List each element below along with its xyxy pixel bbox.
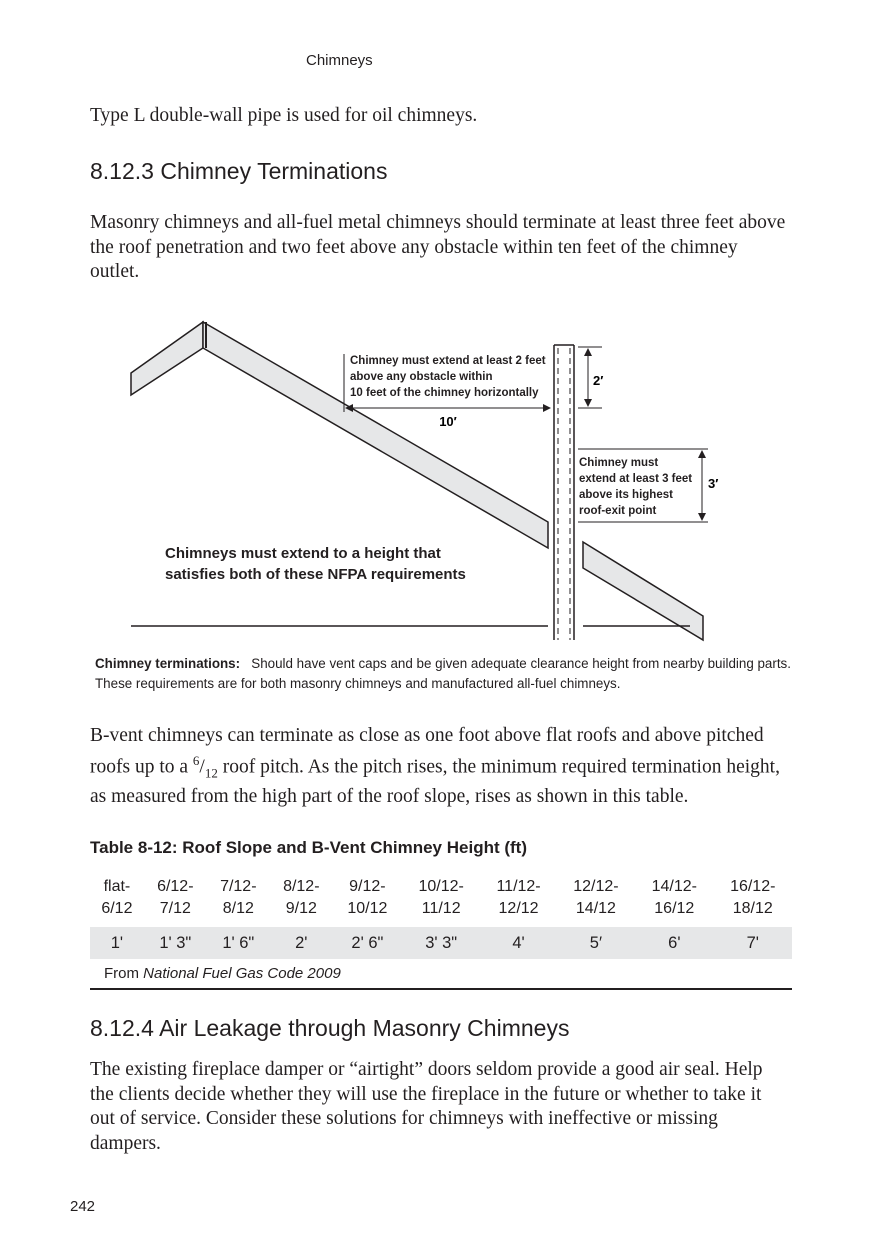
left-roof-slope xyxy=(131,322,203,395)
pitch-fraction-slash: / xyxy=(199,756,205,777)
three-foot-label: 3′ xyxy=(708,476,719,491)
figure-caption xyxy=(95,654,815,694)
page-number: 242 xyxy=(70,1198,96,1215)
slope-header-cell: 7/12- 8/12 xyxy=(220,878,257,917)
height-cell: 2' 6" xyxy=(333,927,402,959)
slope-header-cell: 8/12- 9/12 xyxy=(283,878,320,917)
running-head: Chimneys xyxy=(306,52,373,69)
caption-label: Chimney terminations: xyxy=(95,656,241,671)
caption-text: Should have vent caps and be given adequate clearance height from nearby building parts. These requirements are for both masonry chimneys and manufactured all-fuel chimneys. xyxy=(95,656,791,691)
section-heading-air-leakage: 8.12.4 Air Leakage through Masonry Chimneys xyxy=(90,1015,570,1041)
top-note-line-2: above any obstacle within xyxy=(350,371,493,383)
b-vent-paragraph-part2: roof pitch. As the pitch rises, the minimum required termination height, as measured from the high part of the roof slope, rises as shown in this table. xyxy=(90,756,780,808)
height-row xyxy=(90,927,792,959)
chimney-terminations-paragraph: Masonry chimneys and all-fuel metal chimneys should terminate at least three feet above the roof penetration and two feet above any obstacle within ten feet of the chimney outlet. xyxy=(90,212,786,282)
side-note-line-1: Chimney must xyxy=(579,457,659,469)
table-header-row xyxy=(90,874,792,927)
height-cell: 7' xyxy=(714,927,793,959)
b-vent-paragraph xyxy=(90,724,790,810)
slope-header-cell: 10/12- 11/12 xyxy=(418,878,464,917)
slope-header-cell: 6/12- 7/12 xyxy=(157,878,194,917)
slope-header-cell: 11/12- 12/12 xyxy=(496,878,541,917)
top-note-line-3: 10 feet of the chimney horizontally xyxy=(350,387,539,399)
side-note-line-2: extend at least 3 feet xyxy=(579,473,693,485)
intro-text: Type L double-wall pipe is used for oil chimneys. xyxy=(90,105,478,126)
height-cell: 4' xyxy=(480,927,556,959)
chimney-termination-diagram xyxy=(0,310,887,650)
ten-foot-label: 10′ xyxy=(439,414,457,429)
table-title: Table 8-12: Roof Slope and B-Vent Chimney Height (ft) xyxy=(90,838,527,857)
top-note-line-1: Chimney must extend at least 2 feet xyxy=(350,355,546,367)
slope-header-cell: flat- 6/12 xyxy=(101,878,133,917)
height-cell: 3' 3" xyxy=(402,927,480,959)
section-heading-chimney-terminations: 8.12.3 Chimney Terminations xyxy=(90,158,388,184)
height-cell: 6' xyxy=(635,927,713,959)
height-cell: 1' 3" xyxy=(144,927,207,959)
chimney-pipe xyxy=(554,345,574,640)
pitch-fraction-denominator: 12 xyxy=(204,764,218,780)
roof-slope-table xyxy=(90,874,792,959)
table-source: From National Fuel Gas Code 2009 xyxy=(90,962,792,990)
side-note-line-4: roof-exit point xyxy=(579,505,657,517)
height-cell: 2' xyxy=(270,927,333,959)
main-note-line-1: Chimneys must extend to a height that xyxy=(165,545,441,562)
air-leakage-paragraph: The existing fireplace damper or “airtight” doors seldom provide a good air seal. Help the clients decide whether they will use the fireplace in the future or whether to take it out of service. Consider these solutions for chimneys with ineffective or missing dampers. xyxy=(90,1059,763,1154)
b-vent-paragraph-part1: B-vent chimneys can terminate as close as one foot above flat roofs and above pitched roofs up to a xyxy=(90,725,764,777)
source-title: National Fuel Gas Code 2009 xyxy=(143,965,341,982)
slope-header-cell: 9/12- 10/12 xyxy=(347,878,388,917)
height-cell: 1' 6" xyxy=(207,927,270,959)
slope-header-cell: 14/12- 16/12 xyxy=(651,878,697,917)
slope-header-cell: 16/12- 18/12 xyxy=(730,878,776,917)
height-cell: 1' xyxy=(90,927,144,959)
slope-header-cell: 12/12- 14/12 xyxy=(573,878,619,917)
main-note-line-2: satisfies both of these NFPA requirements xyxy=(165,566,466,583)
height-cell: 5′ xyxy=(557,927,635,959)
side-note-line-3: above its highest xyxy=(579,489,673,501)
two-foot-label: 2′ xyxy=(593,373,604,388)
pitch-fraction-numerator: 6 xyxy=(192,752,200,768)
